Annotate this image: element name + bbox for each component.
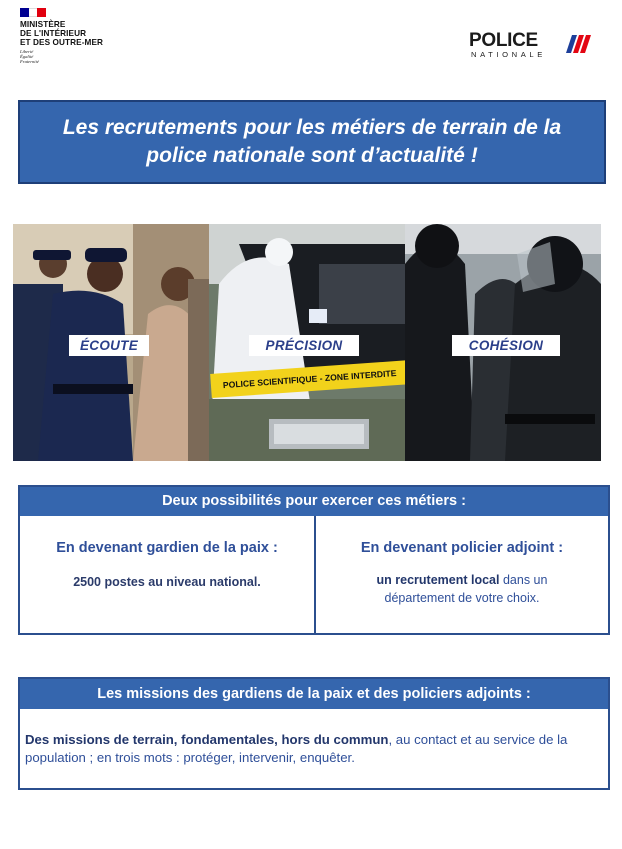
gardien-column (20, 516, 314, 633)
possibilities-title: Deux possibilités pour exercer ces métiers : (20, 487, 608, 516)
police-nationale-logo (469, 30, 595, 62)
photo-precision (209, 224, 405, 461)
police-logo-subtitle: NATIONALE (471, 50, 546, 59)
french-flag-icon (20, 8, 46, 17)
label-cohesion: COHÉSION (452, 335, 560, 356)
republic-motto: Liberté Égalité Fraternité (20, 49, 39, 65)
possibilities-box (18, 485, 610, 635)
photo-cohesion (405, 224, 601, 461)
headline-text: Les recrutements pour les métiers de terrain de la police nationale sont d’actualité ! (62, 116, 562, 167)
missions-text: Des missions de terrain, fondamentales, hors du commun, au contact et au service de la population ; en trois mots : protéger, intervenir, enquêter. (25, 732, 568, 765)
label-precision: PRÉCISION (249, 335, 359, 356)
photo-ecoute (13, 224, 209, 461)
missions-title: Les missions des gardiens de la paix et des policiers adjoints : (20, 679, 608, 709)
label-ecoute: ÉCOUTE (69, 335, 149, 356)
policier-adjoint-text: un recrutement local dans un département de votre choix. (376, 573, 548, 605)
ministry-logo (20, 8, 140, 65)
gardien-text: 2500 postes au niveau national. (73, 575, 261, 589)
police-stripes-icon (563, 33, 593, 55)
gardien-heading: En devenant gardien de la paix : (56, 540, 278, 556)
police-logo-title: POLICE (469, 30, 538, 51)
headline-banner (18, 100, 606, 184)
ministry-name: MINISTÈRE DE L'INTÉRIEUR ET DES OUTRE-MER (20, 20, 104, 47)
missions-box (18, 677, 610, 790)
photo-strip (13, 224, 601, 461)
policier-adjoint-heading: En devenant policier adjoint : (360, 540, 564, 556)
policier-adjoint-column (314, 516, 608, 633)
crime-scene-tape: POLICE SCIENTIFIQUE - ZONE INTERDITE (210, 359, 405, 398)
